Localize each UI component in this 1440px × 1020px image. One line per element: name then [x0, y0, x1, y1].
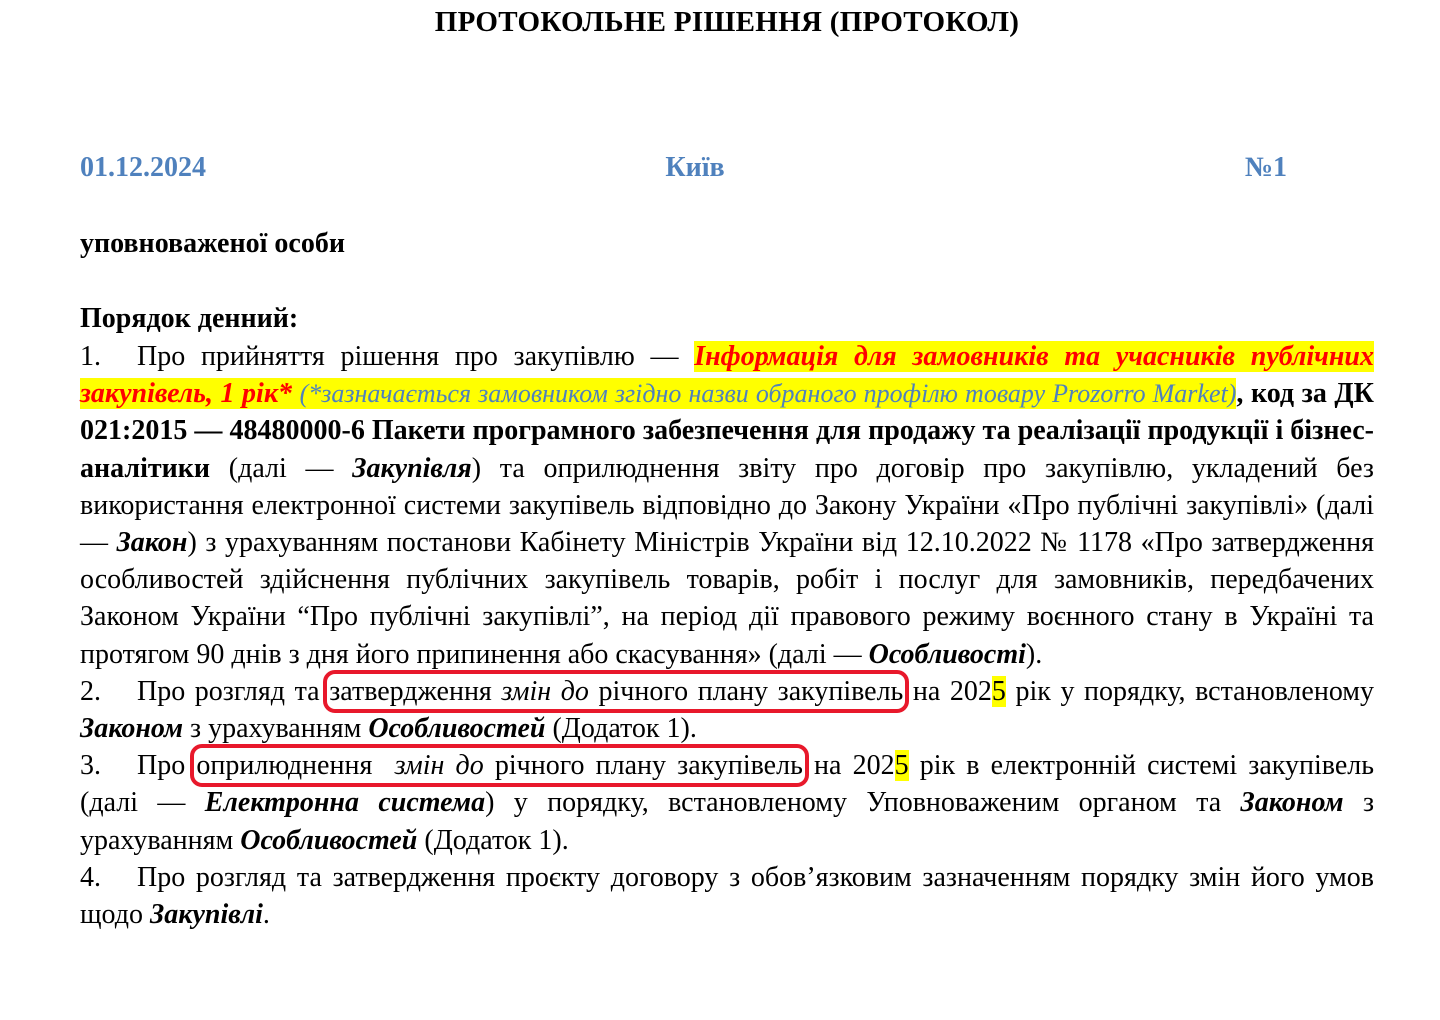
- boxed-text: оприлюднення: [196, 750, 395, 782]
- agenda-item-number: 1.: [80, 341, 101, 372]
- term-zakon: Закон: [116, 527, 188, 559]
- boxed-italic-text: змін до: [394, 750, 484, 782]
- agenda-item-number: 2.: [80, 675, 101, 707]
- agenda-item-2: [80, 673, 1374, 747]
- document-title: ПРОТОКОЛЬНЕ РІШЕННЯ (ПРОТОКОЛ): [434, 6, 1020, 38]
- agenda-text: рік в електронній системі закупівель (далі —: [80, 750, 1374, 819]
- agenda-item-number: 4.: [80, 861, 101, 893]
- agenda-text: ).: [1025, 638, 1043, 670]
- agenda-item-4: [80, 859, 1374, 933]
- agenda-text: на 202: [903, 675, 992, 707]
- term-zakupivli: Закупівлі: [150, 899, 263, 931]
- agenda-list: [80, 338, 1374, 933]
- agenda-text: Про розгляд та: [137, 675, 330, 707]
- boxed-italic-text: змін до: [501, 675, 589, 707]
- profile-note-close: ): [1227, 379, 1237, 409]
- highlighted-year-digit: 5: [991, 675, 1006, 707]
- agenda-text: рік у порядку, встановленому: [1005, 675, 1375, 707]
- term-zakupivlia: Закупівля: [352, 452, 472, 484]
- document-date: 01.12.2024: [80, 152, 206, 183]
- agenda-item-number: 3.: [80, 750, 101, 782]
- agenda-text: (далі —: [210, 452, 353, 484]
- agenda-text: Про розгляд та затвердження проєкту договору з обов’язковим зазначенням порядку змін його умов щодо: [80, 861, 1374, 931]
- agenda-item-3: [80, 747, 1374, 859]
- document-number: №1: [1244, 152, 1287, 183]
- profile-note-blue: (*зазначається замовником згідно назви обраного профілю товару Prozorro Market: [299, 379, 1228, 409]
- term-osoblyvosti: Особливості: [868, 638, 1026, 670]
- agenda-text: з урахуванням: [183, 713, 369, 745]
- agenda-title: Порядок денний:: [80, 303, 299, 334]
- boxed-text: річного плану закупівель: [483, 750, 803, 782]
- document-subject: уповноваженої особи: [80, 228, 345, 259]
- document-city: Київ: [665, 152, 725, 183]
- agenda-item-1: [80, 338, 1374, 673]
- profile-name-red: Інформація для замовників та учасників публічних закупівель, 1 рік*: [80, 341, 1374, 410]
- term-osoblyvostei: Особливостей: [240, 824, 418, 856]
- agenda-text: (Додаток 1).: [545, 713, 697, 745]
- boxed-text: річного плану закупівель: [588, 675, 904, 707]
- red-annotation-box: [329, 676, 903, 707]
- agenda-text: ) та оприлюднення звіту про договір про закупівлю, укладений без використання електронної системи закупівель відповідно до Закону України «Про публічні закупівлі» (далі —: [80, 452, 1374, 559]
- highlighted-year-digit: 5: [894, 750, 909, 782]
- highlight-space: [292, 378, 300, 409]
- agenda-text: Про прийняття рішення про закупівлю —: [137, 341, 695, 372]
- agenda-text: ) з урахуванням постанови Кабінету Міністрів України від 12.10.2022 № 1178 «Про затвердження особливостей здійснення публічних закупівель товарів, робіт і послуг для замовників, передбачених Законом України “Про публічні закупівлі”, на період дії правового режиму воєнного стану в Україні та протягом 90 днів з дня його припинення або скасування» (далі —: [80, 527, 1375, 670]
- agenda-text: на 202: [802, 750, 895, 782]
- agenda-text: ) у порядку, встановленому Уповноваженим органом та: [485, 787, 1241, 819]
- agenda-text: (Додаток 1).: [417, 824, 569, 856]
- agenda-text: з урахуванням: [80, 787, 1375, 856]
- term-zakonom: Законом: [1240, 787, 1344, 819]
- document-meta-row: [80, 150, 1374, 186]
- term-zakon: Законом: [80, 713, 184, 745]
- agenda-text: Про: [137, 750, 197, 782]
- dk-code-text: , код за ДК 021:2015 — 48480000-6 Пакети програмного забезпечення для продажу та реалізації продукції і бізнес-аналітики: [80, 378, 1374, 484]
- term-elektronna-systema: Електронна система: [204, 787, 486, 819]
- boxed-text: затвердження: [329, 675, 502, 707]
- term-osoblyvostei: Особливостей: [368, 713, 546, 745]
- agenda-text: .: [262, 899, 270, 931]
- red-annotation-box: [196, 750, 802, 781]
